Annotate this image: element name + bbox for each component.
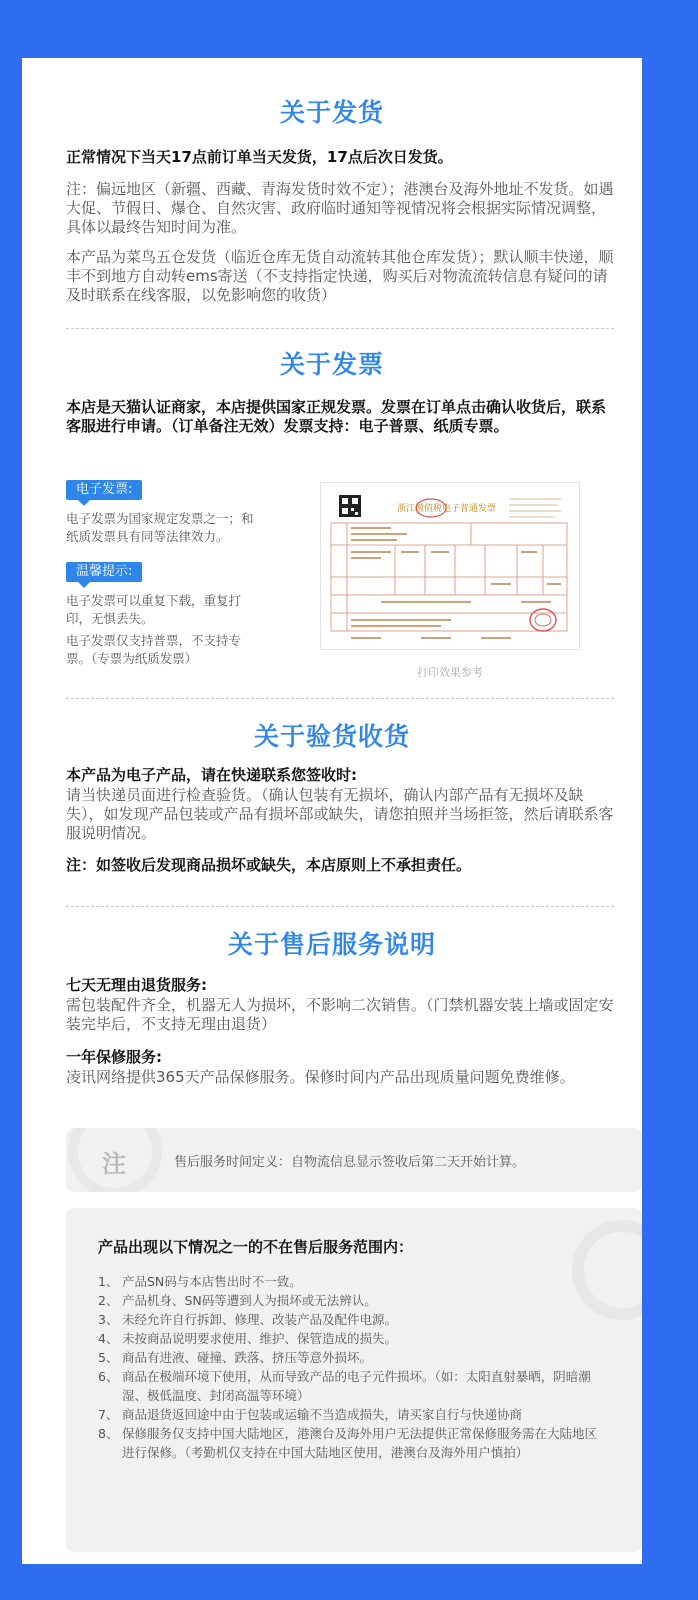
list-item-text: 商品有进液、碰撞、跌落、挤压等意外损坏。	[122, 1350, 373, 1365]
list-item	[98, 1310, 598, 1329]
list-item-text: 商品在极端环境下使用，从而导致产品的电子元件损坏。（如：太阳直射暴晒，阴暗潮湿、极低温度、封闭高温等环境）	[122, 1369, 591, 1403]
service-time-note	[66, 1128, 642, 1192]
list-item	[98, 1424, 598, 1462]
list-item-text: 产品机身、SN码等遭到人为损坏或无法辨认。	[122, 1293, 377, 1308]
return-text: 需包装配件齐全，机器无人为损坏，不影响二次销售。（门禁机器安装上墙或固定安装完毕后，不支持无理由退货）	[66, 996, 614, 1033]
list-item	[98, 1348, 598, 1367]
list-item	[98, 1329, 598, 1348]
e-invoice-desc: 电子发票为国家规定发票之一；和纸质发票具有同等法律效力。	[66, 511, 254, 544]
exclusion-title: 产品出现以下情况之一的不在售后服务范围内：	[98, 1238, 414, 1256]
list-item-num: 3、	[98, 1312, 119, 1327]
divider	[66, 698, 614, 699]
shipping-note: 注：偏远地区（新疆、西藏、青海发货时效不定）；港澳台及海外地址不发货。如遇大促、节假日、爆仓、自然灾害、政府临时通知等视情况将会根据实际情况调整，具体以最终告知时间为准。	[66, 180, 614, 236]
invoice-info-area	[66, 480, 642, 690]
list-item-num: 6、	[98, 1369, 119, 1384]
e-invoice-tag: 电子发票:	[66, 480, 142, 500]
invoice-title: 关于发票	[279, 350, 384, 379]
list-item-text: 保修服务仅支持中国大陆地区，港澳台及海外用户无法提供正常保修服务需在大陆地区进行保修。（考勤机仅支持在中国大陆地区使用，港澳台及海外用户慎拍）	[122, 1426, 598, 1460]
list-item-text: 未按商品说明要求使用、维护、保管造成的损失。	[122, 1331, 398, 1346]
list-item-num: 4、	[98, 1331, 119, 1346]
shipping-title: 关于发货	[279, 98, 384, 127]
list-item-num: 7、	[98, 1407, 119, 1422]
divider	[66, 328, 614, 329]
after-sales-title: 关于售后服务说明	[227, 930, 436, 959]
list-item-num: 1、	[98, 1274, 119, 1289]
company-stamp-icon	[530, 609, 556, 631]
list-item-num: 2、	[98, 1293, 119, 1308]
inspection-title: 关于验货收货	[253, 722, 410, 751]
tips-desc-2: 电子发票仅支持普票，不支持专票。（专票为纸质发票）	[66, 633, 242, 666]
divider	[66, 906, 614, 907]
note-text: 售后服务时间定义：自物流信息显示签收后第二天开始计算。	[174, 1155, 526, 1170]
shipping-warehouse: 本产品为菜鸟五仓发货（临近仓库无货自动流转其他仓库发货）；默认顺丰快递，顺丰不到地方自动转ems寄送（不支持指定快递，购买后对物流流转信息有疑问的请及时联系在线客服，以免影响您的收货）	[66, 248, 614, 304]
note-char: 注	[102, 1150, 126, 1178]
invoice-sample-svg	[321, 483, 579, 649]
list-item	[98, 1291, 598, 1310]
list-item	[98, 1367, 598, 1405]
inspection-bold-line: 本产品为电子产品，请在快递联系您签收时:	[66, 766, 358, 784]
invoice-sample-image	[320, 482, 580, 650]
list-item-text: 商品退货返回途中由于包装或运输不当造成损失，请买家自行与快递协商	[122, 1407, 523, 1422]
list-item	[98, 1272, 598, 1291]
inspection-text: 请当快递员面进行检查验货。（确认包装有无损坏，确认内部产品有无损坏及缺失），如发现产品包装或产品有损坏部或缺失，请您拍照并当场拒签，然后请联系客服说明情况。	[66, 786, 614, 842]
shipping-bold-line: 正常情况下当天17点前订单当天发货，17点后次日发货。	[66, 148, 453, 166]
warranty-title: 一年保修服务:	[66, 1048, 162, 1066]
list-item-num: 5、	[98, 1350, 119, 1365]
invoice-sample-title: 浙江增值税电子普通发票	[397, 504, 497, 514]
tips-tag: 温馨提示:	[66, 562, 142, 582]
list-item	[98, 1405, 598, 1424]
list-item-text: 未经允许自行拆卸、修理、改装产品及配件电源。	[122, 1312, 398, 1327]
tips-desc: 电子发票可以重复下载，重复打印，无惧丢失。	[66, 593, 242, 626]
return-title: 七天无理由退货服务:	[66, 976, 207, 994]
qr-code-icon	[339, 495, 361, 517]
invoice-caption: 打印效果参考	[417, 666, 483, 679]
content-card	[22, 58, 642, 1564]
exclusion-box	[66, 1208, 642, 1552]
exclusion-list	[98, 1272, 598, 1462]
list-item-num: 8、	[98, 1426, 119, 1441]
invoice-bold-text: 本店是天猫认证商家，本店提供国家正规发票。发票在订单点击确认收货后，联系客服进行申请。（订单备注无效）发票支持：电子普票、纸质专票。	[66, 398, 607, 435]
inspection-note: 注：如签收后发现商品损坏或缺失，本店原则上不承担责任。	[66, 856, 472, 874]
warranty-text: 凌讯网络提供365天产品保修服务。保修时间内产品出现质量问题免费维修。	[66, 1068, 575, 1086]
list-item-text: 产品SN码与本店售出时不一致。	[122, 1274, 302, 1289]
